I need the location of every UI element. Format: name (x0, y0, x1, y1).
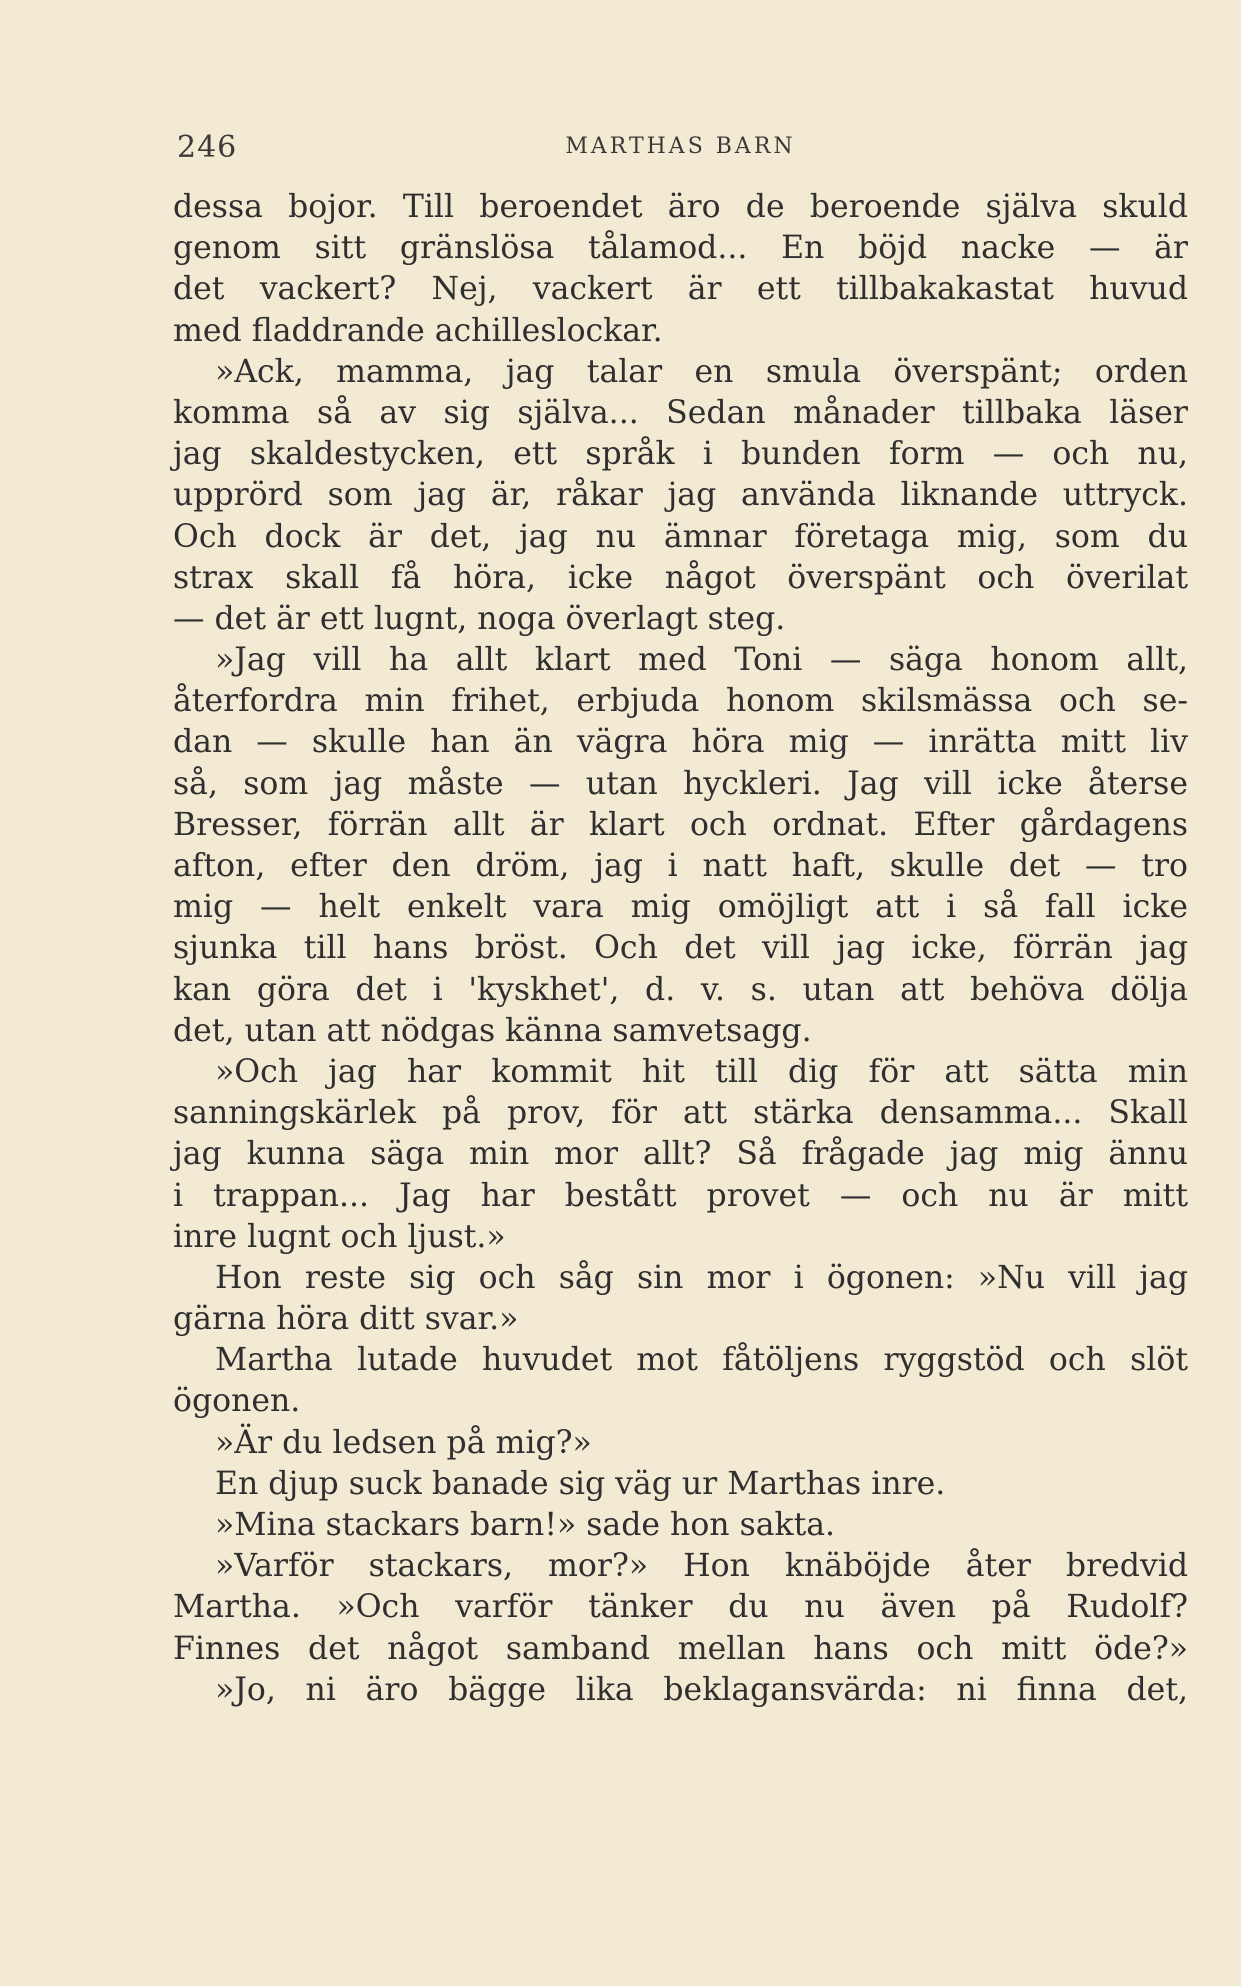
text-line: jag skaldestycken, ett språk i bunden form — och nu, (173, 436, 1188, 473)
text-line: gärna höra ditt svar.» (173, 1301, 519, 1338)
text-line: återfordra min frihet, erbjuda honom skilsmässa och se- (173, 683, 1188, 720)
page-number: 246 (177, 130, 238, 165)
text-line: strax skall få höra, icke något överspänt och överilat (173, 559, 1188, 596)
text-line: Och dock är det, jag nu ämnar företaga mig, som du (173, 518, 1188, 555)
text-line: »Jo, ni äro bägge lika beklagansvärda: ni finna det, (215, 1671, 1188, 1708)
text-line: det, utan att nödgas känna samvetsagg. (173, 1012, 812, 1049)
text-line: komma så av sig själva... Sedan månader tillbaka läser (173, 394, 1188, 431)
body-text (173, 187, 1188, 1711)
text-line: sjunka till hans bröst. Och det vill jag icke, förrän jag (173, 930, 1188, 967)
text-line: upprörd som jag är, råkar jag använda liknande uttryck. (173, 477, 1188, 514)
text-line: kan göra det i 'kyskhet', d. v. s. utan att behöva dölja (173, 971, 1188, 1008)
text-line: med fladdrande achilleslockar. (173, 312, 663, 349)
text-line: »Är du ledsen på mig?» (215, 1424, 592, 1461)
text-line: så, som jag måste — utan hyckleri. Jag vill icke återse (173, 765, 1188, 802)
text-line: — det är ett lugnt, noga överlagt steg. (173, 600, 786, 637)
text-line: Martha lutade huvudet mot fåtöljens ryggstöd och slöt (215, 1342, 1188, 1379)
text-line: ögonen. (173, 1383, 301, 1420)
text-line: dan — skulle han än vägra höra mig — inrätta mitt liv (173, 724, 1188, 761)
text-line: Martha. »Och varför tänker du nu även på Rudolf? (173, 1589, 1188, 1626)
text-line: inre lugnt och ljust.» (173, 1218, 506, 1255)
running-title: MARTHAS BARN (565, 134, 796, 159)
text-line: afton, efter den dröm, jag i natt haft, skulle det — tro (173, 848, 1188, 884)
text-line: sanningskärlek på prov, för att stärka densamma... Skall (173, 1095, 1188, 1132)
text-line: det vackert? Nej, vackert är ett tillbakakastat huvud (173, 271, 1188, 308)
text-line: En djup suck banade sig väg ur Marthas inre. (215, 1465, 946, 1502)
text-line: Finnes det något samband mellan hans och mitt öde?» (173, 1630, 1188, 1667)
text-line: Hon reste sig och såg sin mor i ögonen: »Nu vill jag (215, 1259, 1188, 1296)
text-line: »Jag vill ha allt klart med Toni — säga honom allt, (215, 642, 1188, 679)
text-line: »Och jag har kommit hit till dig för att sätta min (215, 1053, 1188, 1090)
text-line: Bresser, förrän allt är klart och ordnat. Efter gårdagens (173, 806, 1188, 843)
text-line: mig — helt enkelt vara mig omöjligt att i så fall icke (173, 889, 1188, 926)
text-line: »Varför stackars, mor?» Hon knäböjde åter bredvid (215, 1548, 1188, 1585)
text-line: »Mina stackars barn!» sade hon sakta. (215, 1507, 836, 1543)
text-line: genom sitt gränslösa tålamod... En böjd nacke — är (173, 230, 1188, 267)
text-line: jag kunna säga min mor allt? Så frågade jag mig ännu (173, 1136, 1188, 1173)
text-line: »Ack, mamma, jag talar en smula överspänt; orden (215, 353, 1188, 390)
text-line: dessa bojor. Till beroendet äro de beroende själva skuld (173, 189, 1188, 225)
page-header (173, 130, 1188, 170)
text-line: i trappan... Jag har bestått provet — och nu är mitt (173, 1177, 1188, 1214)
